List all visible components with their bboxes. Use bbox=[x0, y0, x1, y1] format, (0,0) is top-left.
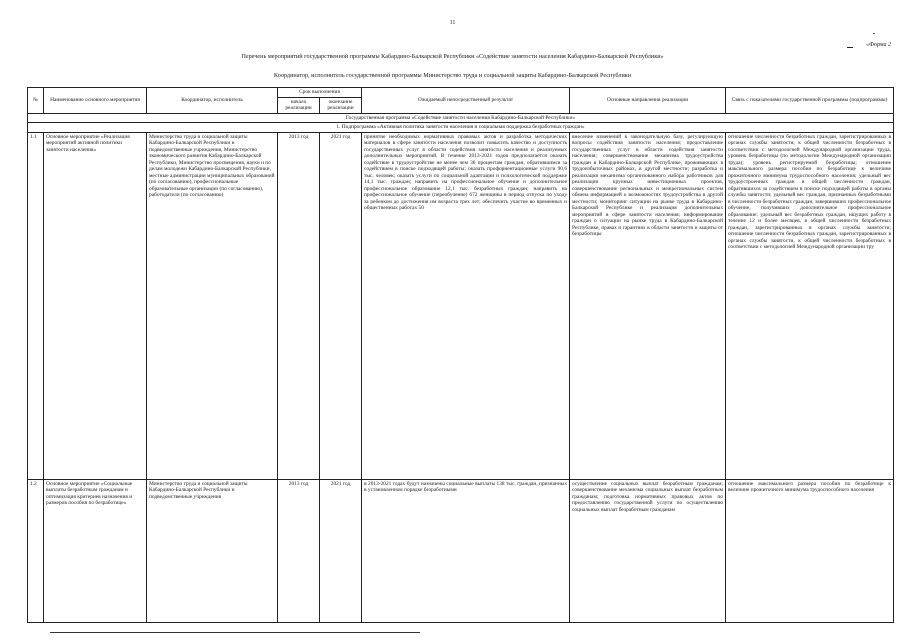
row-end: 2021 год bbox=[320, 479, 362, 622]
page-number: 11 bbox=[449, 20, 456, 26]
row-link: отношение максимального размера пособия по безработице к величине прожиточного минимума трудоспособного населения bbox=[726, 479, 894, 622]
row-directions: осуществление социальных выплат безработным гражданам; совершенствование механизма социальных выплат безработным гражданам; подготовка нормативных правовых актов по предоставлению государственной услуги по осуществлению социальных выплат безработным гражданам bbox=[570, 479, 726, 622]
row-name: Основное мероприятие «Социальные выплаты безработным гражданам и оптимизация критериев назначения и размеров пособия по безработице» bbox=[44, 479, 147, 622]
header-num: № bbox=[28, 88, 44, 114]
row-directions: внесение изменений в законодательную базу, регулирующую вопросы содействия занятости населения; предоставление государственных услуг в области содействия занятости населения; совершенствование механизма трудоустройства граждан в Кабардино-Балкарской Республике, проживающих в трудоизбыточных районах, в другой местности; разработка и реализация механизма организованного набора работников для реализации крупных инвестиционных проектов, совершенствование региональных и межрегиональных систем обмена информацией о возможностях трудоустройства в другой местности; мониторинг ситуации на рынке труда в Кабардино-Балкарской Республике и реализация дополнительных мероприятий в сфере занятости населения; информирование граждан о ситуации на рынке труда в Кабардино-Балкарской Республике, правах и гарантиях в области занятости и защиты от безработицы bbox=[570, 132, 726, 479]
header-executor: Координатор, исполнитель bbox=[147, 88, 278, 114]
row-start: 2013 год bbox=[278, 132, 320, 479]
row-link: отношение численности безработных граждан, зарегистрированных в органах службы занятости, к общей численности безработных в соответствии с методологией Международной организации труда, уровень безработицы (по методологии Международной организации труда); уровень регистрируемой безработицы; отношение максимального размера пособия по безработице к величине прожиточного минимума трудоспособного населения; удельный вес трудоустроенных граждан в общей численности граждан, обратившихся за содействием в поиске подходящей работы в органы службы занятости; удельный вес граждан, признанных безработными в численности безработных граждан, завершивших профессиональное обучение, получивших дополнительное профессиональное образование; удельный вес безработных граждан, ищущих работу в течение 12 и более месяцев, в общей численности безработных граждан, зарегистрированных в органах службы занятости; отношение численности безработных граждан, зарегистрированных в органах службы занятости, к общей численности безработных в соответствии с методологией Международной организации тру bbox=[726, 132, 894, 479]
header-start: начало реализации bbox=[278, 97, 320, 113]
footer-line bbox=[50, 632, 420, 633]
row-result: принятие необходимых нормативных правовых актов и разработка методических материалов в сфере занятости населения позволит повысить качество и доступность государственных услуг в области содействия занятости населения и реализуемых дополнительных мероприятий. В течение 2013-2021 годов предполагается оказать содействие в трудоустройстве не менее чем 30 процентам граждан, обратившимся за содействием в поиске подходящей работы; оказать профориентационные услуги 90,6 тыс. человек; оказать услуги по социальной адаптации и психологической поддержке 14,1 тыс. граждан; направить на профессиональное обучение и дополнительное профессиональное образование 12,1 тыс. безработных граждан; направить на профессиональное обучение (переобучение) 672 женщины в период отпуска по уходу за ребенком до достижения им возраста трех лет; обеспечить участие во временных и общественных работах 50 bbox=[362, 132, 570, 479]
row-executor: Министерство труда и социальной защиты Кабардино-Балкарской Республики и подведомственные учреждения bbox=[147, 479, 278, 622]
row-name: Основное мероприятие «Реализация мероприятий активной политики занятости населения» bbox=[44, 132, 147, 479]
subprogram-title: 1. Подпрограмма «Активная политика занятости населения и социальная поддержка безработных граждан» bbox=[28, 123, 894, 133]
row-num: 1.2 bbox=[28, 479, 44, 622]
row-result: в 2013-2021 годах будут назначены социальные выплаты 138 тыс. граждан, признанных в установленном порядке безработными bbox=[362, 479, 570, 622]
subprogram-row bbox=[28, 123, 894, 133]
program-row bbox=[28, 113, 894, 123]
header-end: окончание реализации bbox=[320, 97, 362, 113]
header-result: Ожидаемый непосредственный результат bbox=[362, 88, 570, 114]
coordinator-line: Координатор, исполнитель государственной программы Министерство труда и социальной защиты Кабардино-Балкарской Республики bbox=[273, 72, 632, 79]
row-end: 2021 год bbox=[320, 132, 362, 479]
row-executor: Министерство труда и социальной защиты Кабардино-Балкарской Республики и подведомственные учреждения, Министерство экономического развития Кабардино-Балкарской Республики, Министерство просвещения, науки и по делам молодежи Кабардино-Балкарской Республики, местные администрации муниципальных образований (по согласованию), профессиональные образовательные организации (по согласованию), работодатели (по согласованию) bbox=[147, 132, 278, 479]
header-link: Связь с показателями государственной программы (подпрограммы) bbox=[726, 88, 894, 114]
form-dash bbox=[847, 47, 853, 48]
header-row bbox=[28, 88, 894, 98]
header-term: Срок выполнения bbox=[278, 88, 362, 98]
document-title: Перечень мероприятий государственной программы Кабардино-Балкарской Республики «Содействие занятости населения Кабардино-Балкарской Республики» bbox=[241, 53, 664, 60]
table-row bbox=[28, 132, 894, 479]
row-start: 2013 год bbox=[278, 479, 320, 622]
header-directions: Основные направления реализации bbox=[570, 88, 726, 114]
program-title: Государственная программа «Содействие занятости населения Кабардино-Балкарской Республики» bbox=[28, 113, 894, 123]
table-row bbox=[28, 479, 894, 622]
measures-table bbox=[27, 87, 894, 623]
form-label: «Форма 2 bbox=[866, 42, 891, 48]
header-name: Наименование основного мероприятия bbox=[44, 88, 147, 114]
row-num: 1.1 bbox=[28, 132, 44, 479]
scan-speck bbox=[873, 33, 875, 34]
